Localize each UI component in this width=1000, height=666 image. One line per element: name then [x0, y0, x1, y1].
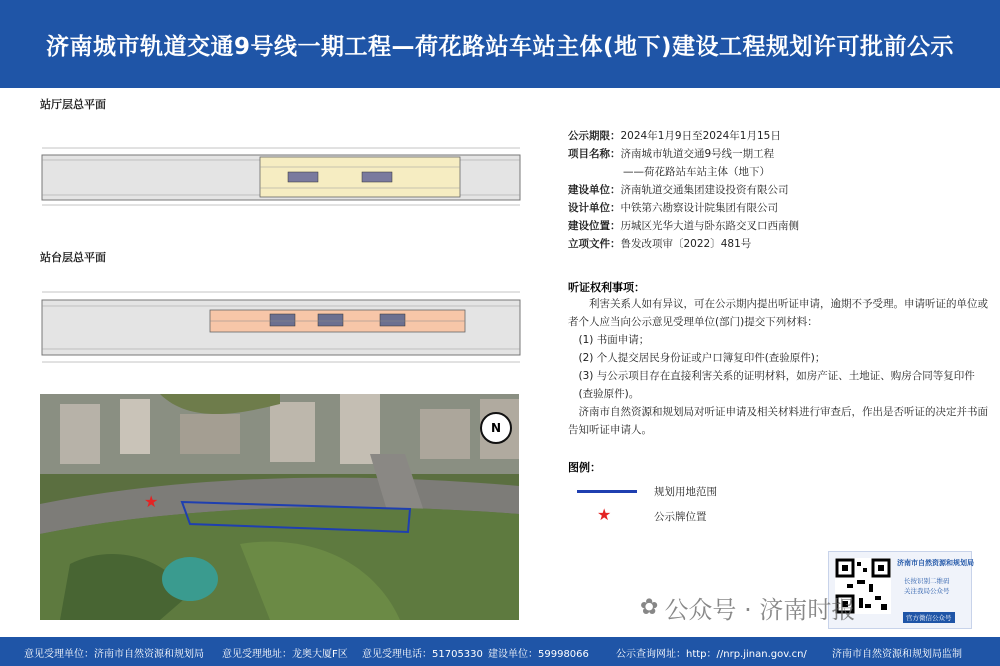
platform-plan-drawing [40, 280, 522, 370]
info-project: 项目名称：济南城市轨道交通9号线一期工程 [568, 148, 775, 160]
info-builder: 建设单位：济南轨道交通集团建设投资有限公司 [568, 184, 789, 196]
hearing-para-1: 利害关系人如有异议，可在公示期内提出听证申请，逾期不予受理。申请听证的单位或者个人应当向公示意见受理单位(部门)提交下列材料： [568, 298, 988, 328]
footer-website[interactable]: 公示查询网址：http：//nrp.jinan.gov.cn/ [616, 649, 807, 660]
aerial-site-map [40, 394, 519, 620]
watermark [640, 590, 855, 625]
sign-location-star: ★ [144, 492, 159, 511]
info-project-sub: ——荷花路站车站主体（地下） [623, 166, 770, 178]
qr-caption: 官方微信公众号 [903, 612, 955, 623]
qr-org: 济南市自然资源和规划局 [897, 559, 974, 567]
footer-address: 意见受理地址：龙奥大厦F区 [222, 649, 348, 660]
wechat-icon: ✿ [640, 595, 659, 620]
north-arrow-icon: N [480, 412, 512, 444]
page-footer [0, 637, 1000, 666]
hearing-para-5: 济南市自然资源和规划局对听证申请及相关材料进行审查后，作出是否听证的决定并书面告知听证申请人。 [568, 406, 988, 436]
footer-office: 意见受理单位：济南市自然资源和规划局 [24, 649, 204, 660]
hearing-body [568, 295, 988, 439]
footer-supervisor: 济南市自然资源和规划局监制 [832, 649, 962, 660]
legend-boundary-line [577, 490, 637, 493]
legend-sign-label: 公示牌位置 [654, 511, 707, 523]
page-title: 济南城市轨道交通9号线一期工程—荷花路站车站主体(地下)建设工程规划许可批前公示 [45, 33, 955, 60]
info-approval: 立项文件：鲁发改项审〔2022〕481号 [568, 238, 752, 250]
qr-scan-1: 长按识别二维码 [904, 577, 950, 585]
page-header [0, 0, 1000, 88]
footer-phone: 意见受理电话：51705330 [362, 649, 483, 660]
hall-plan-title: 站厅层总平面 [40, 98, 106, 111]
info-location: 建设位置：历城区光华大道与卧东路交叉口西南侧 [568, 220, 799, 232]
watermark-text: 公众号 · 济南时报 [664, 596, 856, 624]
platform-plan-title: 站台层总平面 [40, 251, 106, 264]
hearing-para-2: (1) 书面申请； [578, 334, 650, 346]
info-designer: 设计单位：中铁第六勘察设计院集团有限公司 [568, 202, 778, 214]
footer-builder-phone: 建设单位：59998066 [488, 649, 589, 660]
hearing-para-3: (2) 个人提交居民身份证或户口簿复印件(查验原件)； [578, 352, 826, 364]
legend-title: 图例： [568, 461, 601, 474]
hearing-para-4: (3) 与公示项目存在直接利害关系的证明材料，如房产证、土地证、购房合同等复印件(查验原件)。 [578, 370, 975, 400]
qr-scan-2: 关注我局公众号 [904, 587, 950, 595]
info-period: 公示期限：2024年1月9日至2024年1月15日 [568, 130, 781, 142]
legend-star-icon: ★ [597, 505, 612, 524]
hearing-title: 听证权利事项： [568, 281, 645, 294]
hall-plan-drawing [40, 130, 522, 210]
legend-boundary-label: 规划用地范围 [654, 486, 717, 498]
